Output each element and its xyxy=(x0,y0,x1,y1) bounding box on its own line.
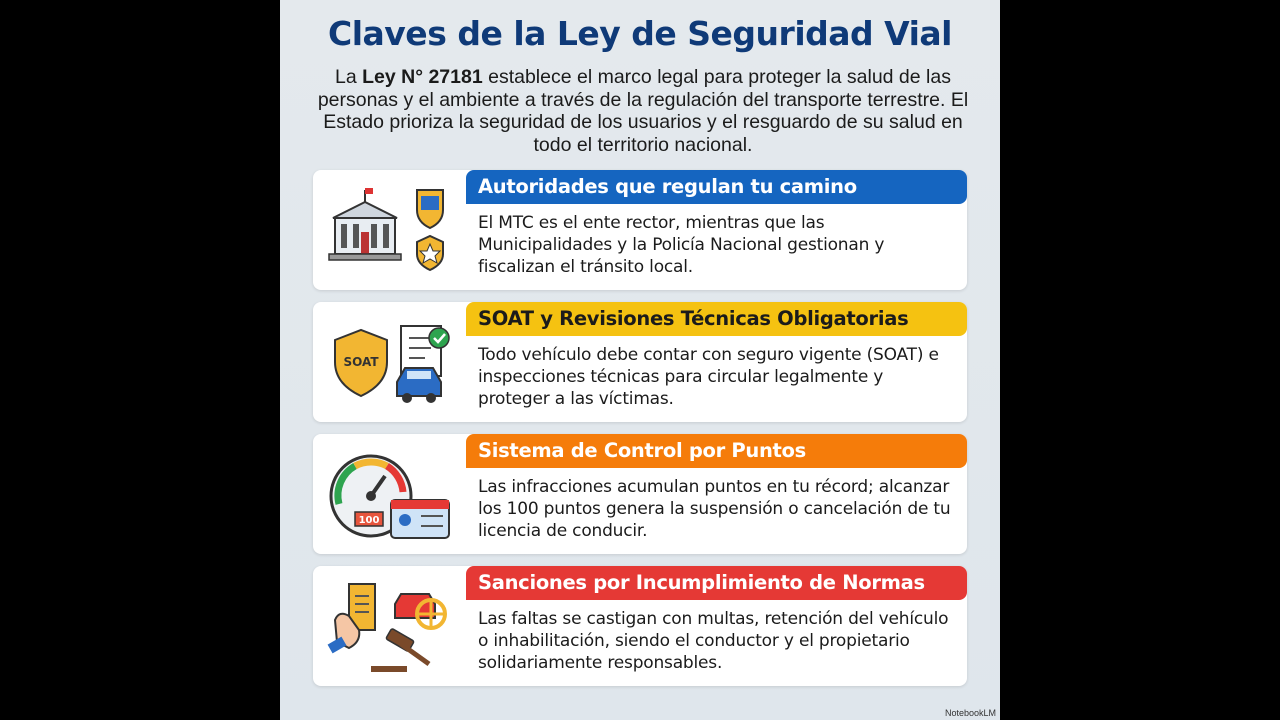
section-heading: Sanciones por Incumplimiento de Normas xyxy=(466,566,967,600)
soat-label: SOAT xyxy=(343,355,379,369)
government-building-and-police-badge-icon xyxy=(325,178,455,282)
section-heading: Autoridades que regulan tu camino xyxy=(466,170,967,204)
intro-rest: establece el marco legal para proteger la salud de las personas y el ambiente a través de la regulación del transporte terrestre. El Estado prioriza la seguridad de los usuarios y el resguardo de su salud en todo el territorio nacional. xyxy=(317,66,969,156)
section-heading: Sistema de Control por Puntos xyxy=(466,434,967,468)
section-text: Las faltas se castigan con multas, retención del vehículo o inhabilitación, siendo el conductor y el propietario solidariamente responsables. xyxy=(478,609,949,673)
page-title: Claves de la Ley de Seguridad Vial xyxy=(328,14,952,53)
section-heading: SOAT y Revisiones Técnicas Obligatorias xyxy=(466,302,967,336)
infographic-panel xyxy=(280,0,1000,720)
points-label: 100 xyxy=(358,515,380,526)
ticket-gavel-and-clamp-icon xyxy=(325,574,455,678)
soat-shield-and-car-checklist-icon xyxy=(325,310,455,414)
intro-paragraph xyxy=(313,66,973,156)
notebooklm-watermark: NotebookLM xyxy=(944,708,996,718)
section-text: Todo vehículo debe contar con seguro vigente (SOAT) e inspecciones técnicas para circular legalmente y proteger a las víctimas. xyxy=(478,345,939,409)
section-card-sanctions xyxy=(313,566,967,686)
speedometer-and-license-icon xyxy=(325,442,455,546)
section-card-authorities xyxy=(313,170,967,290)
intro-law-number: Ley N° 27181 xyxy=(362,66,483,88)
section-card-soat xyxy=(313,302,967,422)
section-text: El MTC es el ente rector, mientras que las Municipalidades y la Policía Nacional gestionan y fiscalizan el tránsito local. xyxy=(478,213,885,277)
intro-prefix: La xyxy=(335,66,363,88)
section-card-points xyxy=(313,434,967,554)
section-text: Las infracciones acumulan puntos en tu récord; alcanzar los 100 puntos genera la suspensión o cancelación de tu licencia de conducir. xyxy=(478,477,951,541)
